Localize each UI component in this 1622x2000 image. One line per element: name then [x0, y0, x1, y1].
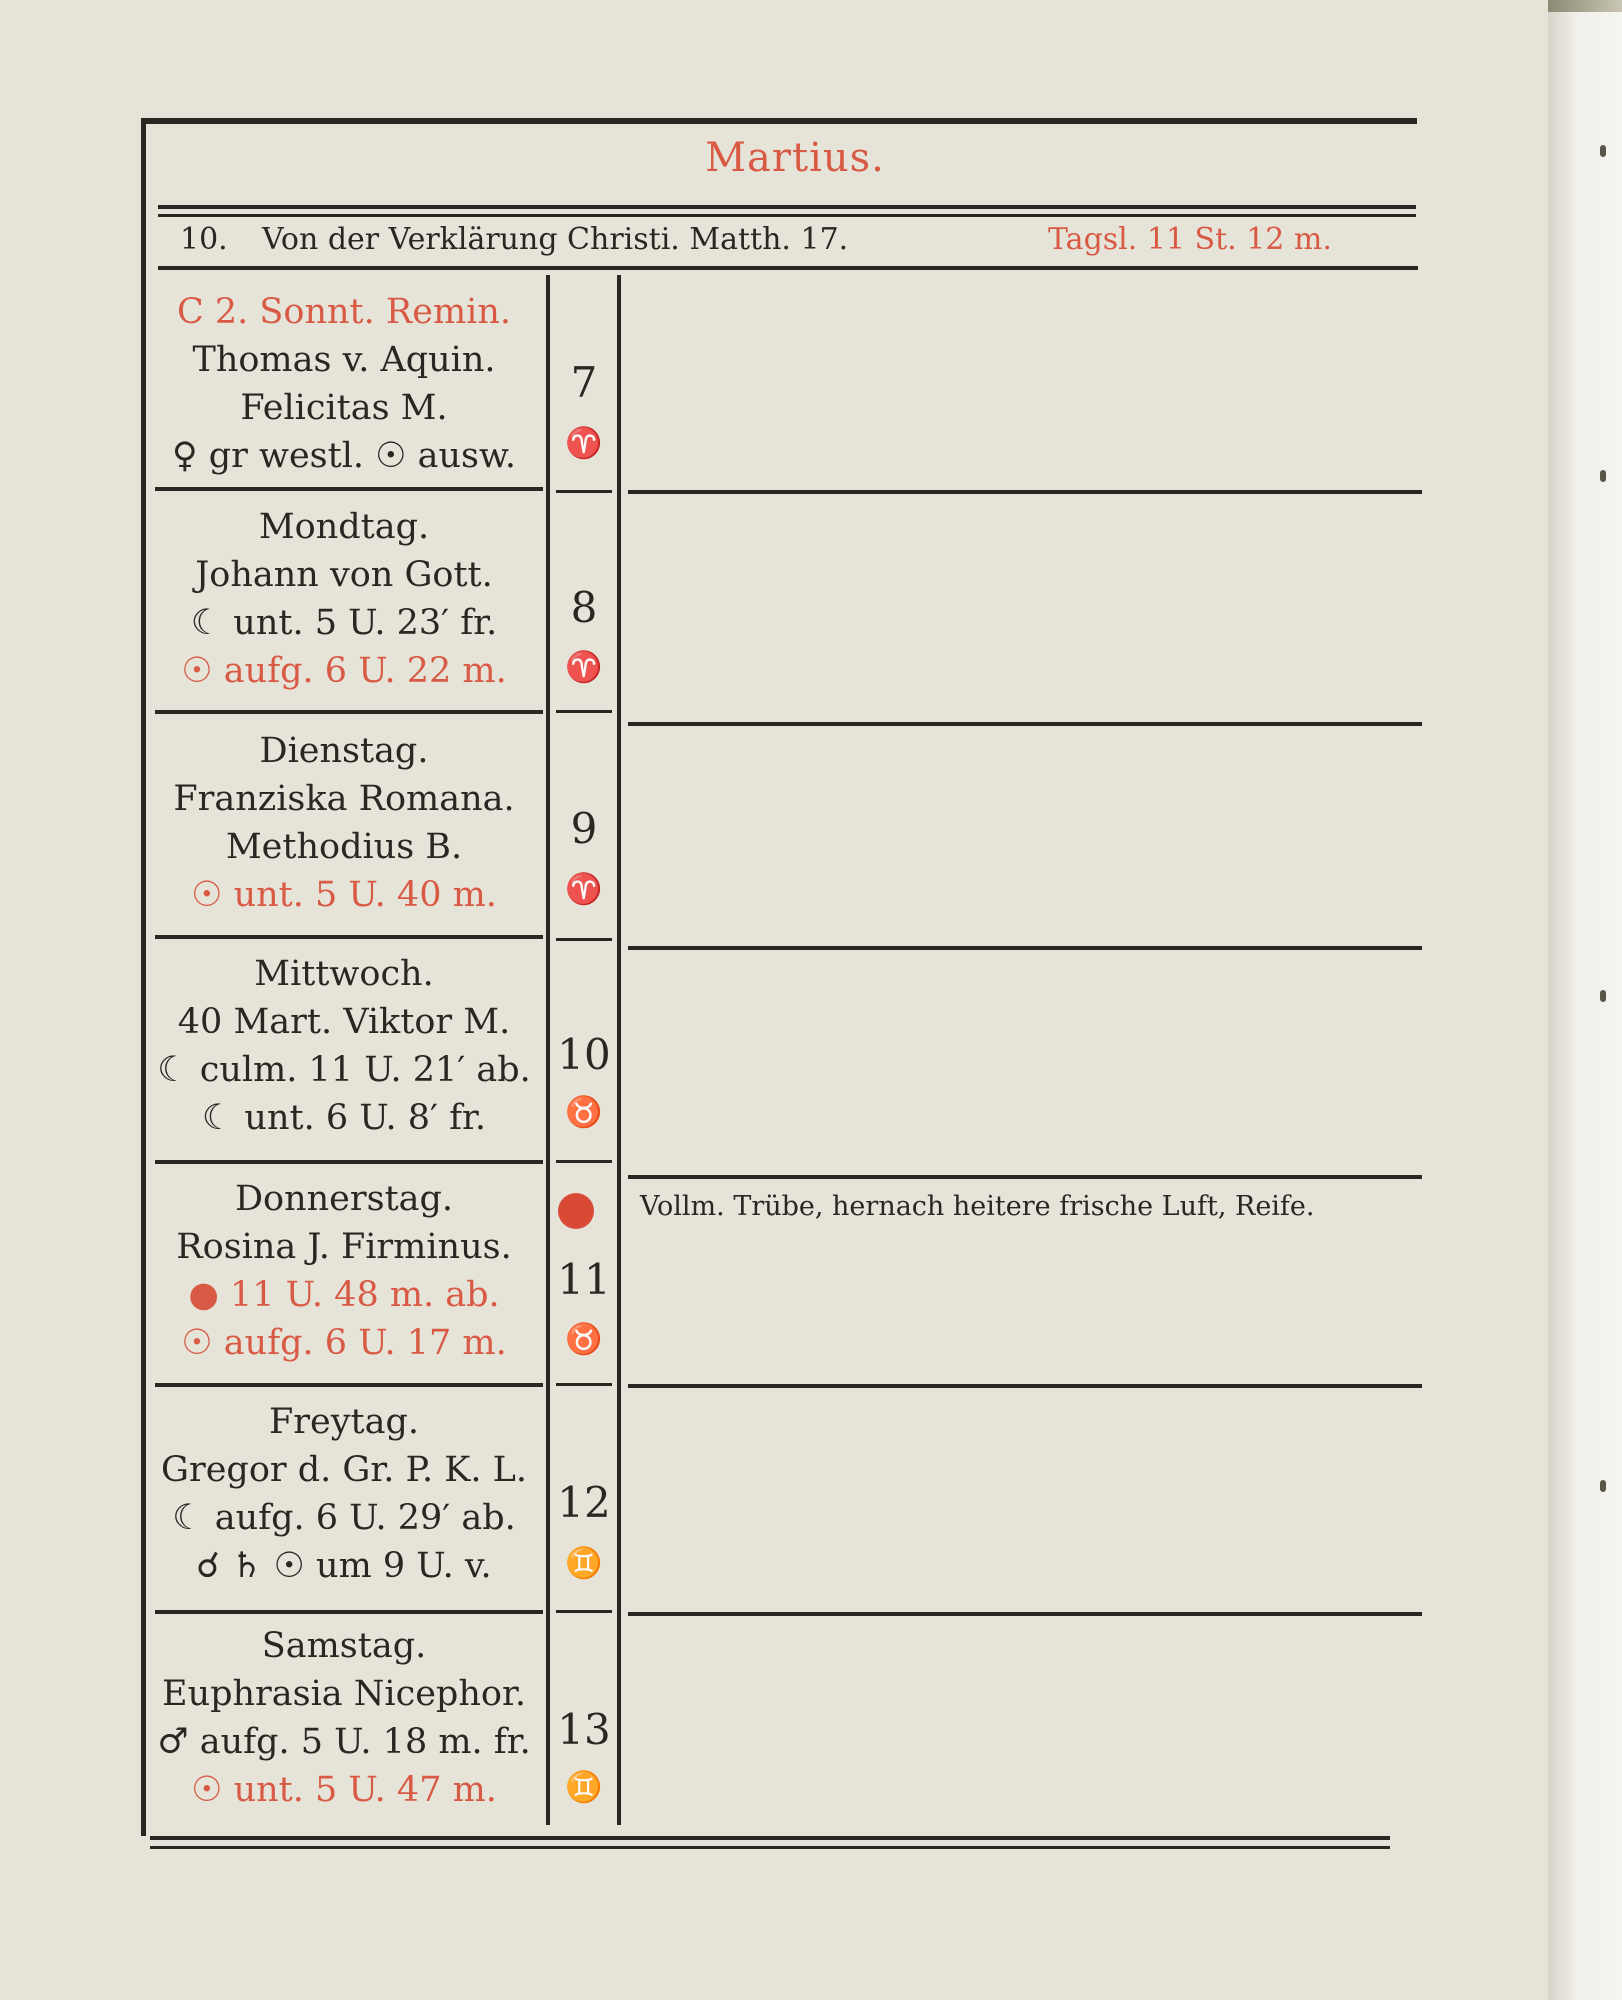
zodiac-sign-icon: ♈ [565, 426, 603, 461]
day-line: ☾ unt. 5 U. 23′ fr. [190, 603, 498, 643]
day-line: ♂ aufg. 5 U. 18 m. fr. [157, 1722, 531, 1762]
date-row-separator [556, 1383, 612, 1386]
weather-note: Vollm. Trübe, hernach heitere frische Luft, Reife. [640, 1191, 1315, 1222]
day-entry [150, 503, 538, 695]
date-number: 10 [557, 1030, 611, 1079]
date-row-separator [556, 490, 612, 493]
date-number: 11 [557, 1255, 611, 1304]
day-line: Felicitas M. [240, 388, 448, 428]
day-line: 40 Mart. Viktor M. [177, 1002, 511, 1042]
day-line: Rosina J. Firminus. [176, 1227, 512, 1267]
binding-tab [1548, 0, 1622, 12]
day-line: ☉ unt. 5 U. 40 m. [191, 875, 497, 915]
binding-hole [1600, 145, 1606, 157]
day-entry [150, 1398, 538, 1590]
day-line: Thomas v. Aquin. [192, 340, 496, 380]
notes-row-separator [628, 1384, 1422, 1388]
date-row-separator [556, 710, 612, 713]
day-line: Dienstag. [259, 731, 429, 771]
day-line: Donnerstag. [234, 1179, 454, 1219]
day-entry [150, 1175, 538, 1367]
date-number: 12 [557, 1478, 611, 1527]
day-line: C 2. Sonnt. Remin. [177, 292, 511, 332]
frame-top-line [143, 118, 1417, 124]
zodiac-sign-icon: ♉ [565, 1322, 603, 1357]
day-length: Tagsl. 11 St. 12 m. [1048, 222, 1332, 257]
bottom-rule-2 [150, 1846, 1390, 1849]
header-rule-1 [158, 205, 1416, 209]
date-number: 7 [570, 358, 598, 407]
day-line: ● 11 U. 48 m. ab. [188, 1275, 500, 1315]
week-number: 10. [180, 222, 228, 257]
binding-hole [1600, 1480, 1606, 1492]
date-row-separator [556, 1610, 612, 1613]
zodiac-sign-icon: ♈ [565, 872, 603, 907]
header-rule-3 [158, 266, 1418, 270]
frame-left-line [141, 118, 146, 1836]
show-through-text [1020, 300, 1030, 335]
day-line: ☉ unt. 5 U. 47 m. [191, 1770, 497, 1810]
notes-row-separator [628, 1175, 1422, 1179]
day-entry [150, 950, 538, 1142]
day-line: ☾ unt. 6 U. 8′ fr. [201, 1098, 487, 1138]
day-entry [150, 288, 538, 480]
day-line: ☾ aufg. 6 U. 29′ ab. [172, 1498, 516, 1538]
day-line: ☉ aufg. 6 U. 17 m. [181, 1323, 507, 1363]
page-edge [1548, 0, 1622, 2000]
day-row-separator [155, 1160, 543, 1164]
day-line: ☌ ♄ ☉ um 9 U. v. [196, 1546, 492, 1586]
day-line: Methodius B. [225, 827, 463, 867]
day-line: ♀ gr westl. ☉ ausw. [172, 436, 516, 476]
day-row-separator [155, 1610, 543, 1614]
day-entry [150, 1622, 538, 1814]
day-line: Freytag. [269, 1402, 419, 1442]
day-line: Gregor d. Gr. P. K. L. [161, 1450, 527, 1490]
day-row-separator [155, 935, 543, 939]
full-moon-icon [558, 1193, 594, 1229]
date-row-separator [556, 1160, 612, 1163]
gospel-reading: Von der Verklärung Christi. Matth. 17. [262, 222, 849, 257]
binding-hole [1600, 470, 1606, 482]
bottom-rule-1 [150, 1836, 1390, 1840]
date-number: 8 [570, 583, 598, 632]
date-column-right-line [617, 275, 621, 1825]
notes-row-separator [628, 946, 1422, 950]
notes-row-separator [628, 1612, 1422, 1616]
notes-row-separator [628, 490, 1422, 494]
date-column-left-line [546, 275, 550, 1825]
header-rule-2 [158, 214, 1416, 217]
day-line: Euphrasia Nicephor. [162, 1674, 526, 1714]
day-row-separator [155, 487, 543, 491]
day-row-separator [155, 710, 543, 714]
day-line: ☾ culm. 11 U. 21′ ab. [157, 1050, 531, 1090]
date-number: 9 [570, 804, 598, 853]
day-line: ☉ aufg. 6 U. 22 m. [181, 651, 507, 691]
binding-hole [1600, 990, 1606, 1002]
day-row-separator [155, 1383, 543, 1387]
day-line: Johann von Gott. [195, 555, 493, 595]
zodiac-sign-icon: ♊ [565, 1770, 603, 1805]
day-line: Mittwoch. [254, 954, 434, 994]
day-entry [150, 727, 538, 919]
day-line: Franziska Romana. [173, 779, 515, 819]
date-number: 13 [557, 1705, 611, 1754]
date-row-separator [556, 938, 612, 941]
zodiac-sign-icon: ♉ [565, 1095, 603, 1130]
zodiac-sign-icon: ♊ [565, 1546, 603, 1581]
day-line: Samstag. [261, 1626, 427, 1666]
zodiac-sign-icon: ♈ [565, 650, 603, 685]
notes-row-separator [628, 722, 1422, 726]
day-line: Mondtag. [258, 507, 430, 547]
month-title: Martius. [705, 135, 885, 181]
